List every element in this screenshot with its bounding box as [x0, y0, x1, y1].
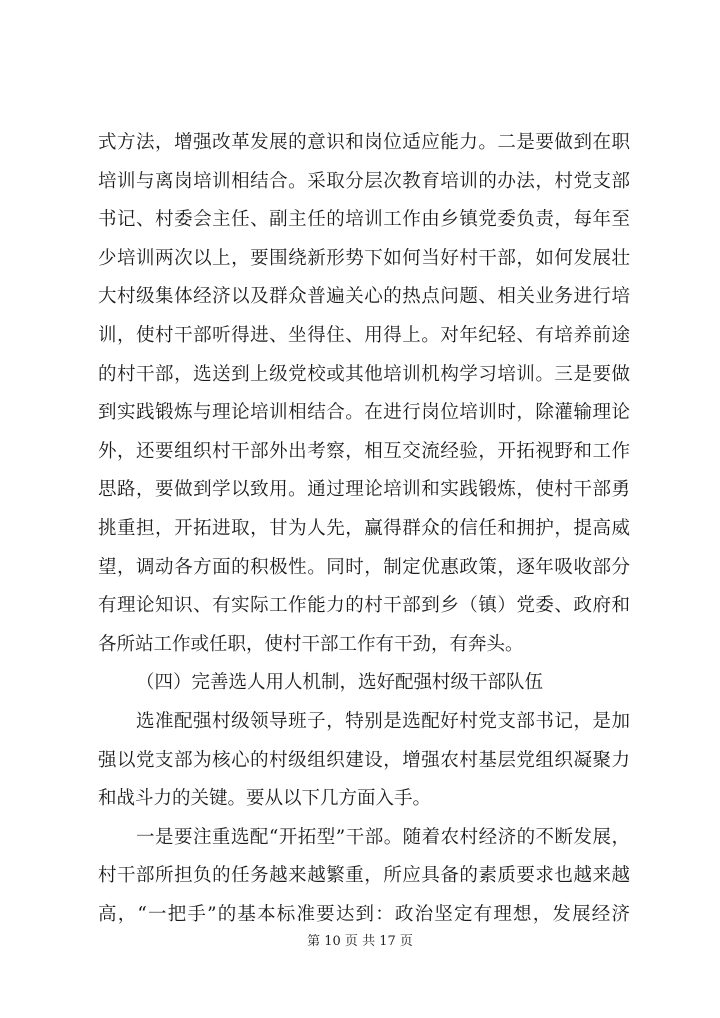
text-line: 选准配强村级领导班子，特别是选配好村党支部书记，是加 [136, 710, 630, 732]
text-line: 的村干部，选送到上级党校或其他培训机构学习培训。三是要做 [98, 363, 630, 385]
text-line: 到实践锻炼与理论培训相结合。在进行岗位培训时，除灌输理论 [98, 402, 630, 424]
text-line: 村干部所担负的任务越来越繁重，所应具备的素质要求也越来越 [98, 865, 630, 887]
text-line: 外，还要组织村干部外出考察，相互交流经验，开拓视野和工作 [98, 440, 630, 462]
text-line: 一是要注重选配“开拓型”干部。随着农村经济的不断发展， [136, 826, 630, 848]
text-line: 强以党支部为核心的村级组织建设，增强农村基层党组织凝聚力 [98, 749, 630, 771]
text-line: 培训与离岗培训相结合。采取分层次教育培训的办法，村党支部 [98, 170, 630, 192]
body-text [98, 124, 630, 934]
text-line: 书记、村委会主任、副主任的培训工作由乡镇党委负责，每年至 [98, 209, 630, 231]
text-line: 大村级集体经济以及群众普遍关心的热点问题、相关业务进行培 [98, 286, 630, 308]
text-line: 挑重担，开拓进取，甘为人先，赢得群众的信任和拥护，提高威 [98, 517, 630, 539]
text-line: 望，调动各方面的积极性。同时，制定优惠政策，逐年吸收部分 [98, 556, 630, 578]
text-line: 高，“一把手”的基本标准要达到：政治坚定有理想，发展经济 [98, 903, 630, 925]
text-line: 思路，要做到学以致用。通过理论培训和实践锻炼，使村干部勇 [98, 479, 630, 501]
text-line: 训，使村干部听得进、坐得住、用得上。对年纪轻、有培养前途 [98, 324, 630, 346]
section-heading: （四）完善选人用人机制，选好配强村级干部队伍 [136, 672, 544, 694]
text-line: 式方法，增强改革发展的意识和岗位适应能力。二是要做到在职 [98, 132, 630, 153]
text-line: 各所站工作或任职，使村干部工作有干劲，有奔头。 [98, 633, 524, 655]
text-line: 有理论知识、有实际工作能力的村干部到乡（镇）党委、政府和 [98, 595, 630, 617]
page-number-footer: 第 10 页 共 17 页 [307, 934, 413, 949]
text-line: 少培训两次以上，要围绕新形势下如何当好村干部，如何发展壮 [98, 247, 630, 269]
text-line: 和战斗力的关键。要从以下几方面入手。 [98, 788, 432, 810]
